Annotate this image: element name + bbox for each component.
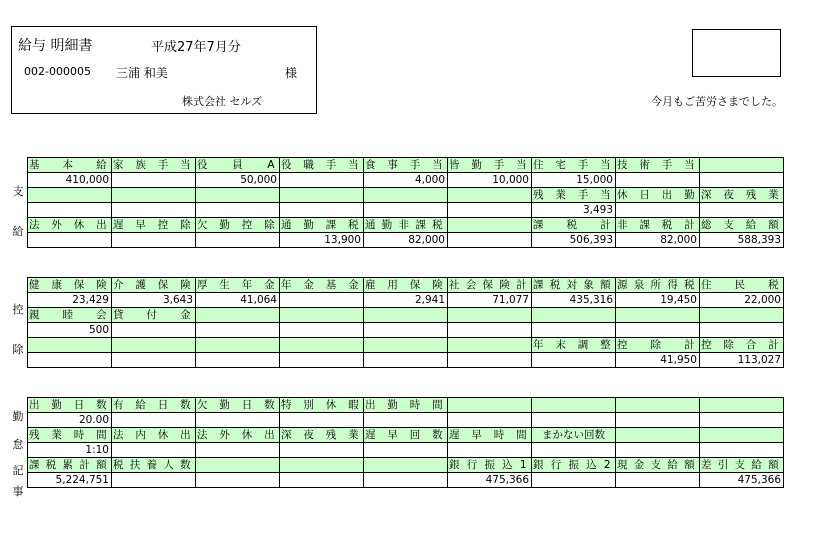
side-label: 支 [12,185,24,198]
item-value [448,413,532,428]
item-label: 年末調整 [533,339,614,351]
pay-period: 平成27年7月分 [151,40,241,55]
item-label [616,398,700,413]
payslip-header [11,26,317,114]
value-row [28,413,784,428]
value-row [28,353,784,368]
item-value [364,413,448,428]
item-value [700,413,784,428]
employee-id: 002-000005 [24,65,91,78]
item-value [280,353,364,368]
employee-name: 三浦 和美 [116,66,168,80]
item-label: 欠勤日数 [197,399,278,411]
item-value: 5,224,751 [28,473,112,488]
item-label [532,398,616,413]
item-value [112,443,196,458]
item-label: 欠勤控除 [197,219,278,231]
item-label [280,458,364,473]
document-title: 給与 明細書 [18,38,93,54]
item-value [280,443,364,458]
item-value: 3,493 [532,203,616,218]
item-label [616,428,700,443]
item-value: 4,000 [364,173,448,188]
item-label: 課税対象額 [533,279,614,291]
label-row [28,188,784,203]
item-label [700,398,784,413]
item-label: まかない回数 [532,428,616,443]
item-label [196,458,280,473]
item-value [448,233,532,248]
item-value [196,473,280,488]
item-value: 3,643 [112,293,196,308]
item-value [364,473,448,488]
item-value [532,473,616,488]
item-label: 課税累計額 [29,459,110,471]
honorific: 様 [285,66,298,80]
item-value [196,353,280,368]
item-label [364,188,448,203]
item-value [112,203,196,218]
item-label: 深夜残業 [701,189,782,201]
item-label: 年金基金 [281,279,362,291]
item-label: 役員A [197,159,278,171]
item-label: 介護保険 [113,279,194,291]
item-value [616,203,700,218]
item-value: 20.00 [28,413,112,428]
item-label: 非課税計 [617,219,698,231]
item-value: 50,000 [196,173,280,188]
item-value [112,413,196,428]
item-label [532,308,616,323]
item-label [364,338,448,353]
item-value: 1:10 [28,443,112,458]
item-label [112,188,196,203]
item-label [28,338,112,353]
item-value [28,353,112,368]
item-label: 現金支給額 [617,459,698,471]
item-value [616,173,700,188]
item-label [364,308,448,323]
item-label: 出勤時間 [365,399,446,411]
item-label: 銀行振込1 [449,459,530,471]
label-row [28,278,784,293]
item-value [448,443,532,458]
label-row [28,308,784,323]
side-label: 記 [12,464,24,477]
item-label [448,308,532,323]
item-value [280,473,364,488]
item-value [532,323,616,338]
stamp-box [692,29,781,77]
item-value [196,323,280,338]
item-value [700,203,784,218]
item-label [112,338,196,353]
item-label: 深夜残業 [281,429,362,441]
item-label: 休日出勤 [617,189,698,201]
item-value [364,443,448,458]
item-label [280,308,364,323]
item-value: 435,316 [532,293,616,308]
item-value [112,473,196,488]
item-label [196,188,280,203]
label-row [28,428,784,443]
value-row [28,233,784,248]
item-value [112,173,196,188]
side-label: 給 [12,225,24,238]
item-label [700,158,784,173]
item-value: 41,950 [616,353,700,368]
item-value [700,323,784,338]
item-value [112,233,196,248]
item-value: 22,000 [700,293,784,308]
item-label: 遅早時間 [449,429,530,441]
value-row [28,323,784,338]
label-row [28,338,784,353]
value-row [28,443,784,458]
payments-table [27,157,784,248]
item-label: 貸付金 [113,309,194,321]
item-label [280,338,364,353]
item-value: 506,393 [532,233,616,248]
item-value: 2,941 [364,293,448,308]
item-value: 410,000 [28,173,112,188]
item-label: 皆勤手当 [449,159,530,171]
item-label [196,338,280,353]
item-value [700,443,784,458]
item-label: 通勤非課税 [365,219,446,231]
item-label: 税扶養人数 [113,459,194,471]
item-value: 71,077 [448,293,532,308]
value-row [28,473,784,488]
label-row [28,398,784,413]
item-value [616,473,700,488]
item-value [448,353,532,368]
item-value [364,323,448,338]
item-value [28,203,112,218]
item-label: 健康保険 [29,279,110,291]
side-label: 除 [12,343,24,356]
item-value [364,353,448,368]
item-label: 控除計 [617,339,698,351]
item-value [280,413,364,428]
item-value: 82,000 [616,233,700,248]
item-label: 控除合計 [701,339,782,351]
item-value: 475,366 [448,473,532,488]
value-row [28,203,784,218]
item-label: 課税計 [533,219,614,231]
item-label: 住民税 [701,279,782,291]
item-label: 通勤課税 [281,219,362,231]
item-value: 113,027 [700,353,784,368]
item-value [448,323,532,338]
item-label: 基本給 [29,159,110,171]
item-label [280,188,364,203]
item-value [532,443,616,458]
label-row [28,218,784,233]
item-value [364,203,448,218]
item-value [700,173,784,188]
item-label [28,188,112,203]
side-label: 控 [12,303,24,316]
item-label: 技術手当 [617,159,698,171]
item-label: 出勤日数 [29,399,110,411]
item-label [448,398,532,413]
item-value [448,203,532,218]
company-name: 株式会社 セルズ [182,95,263,108]
item-label: 残業手当 [533,189,614,201]
item-label: 特別休暇 [281,399,362,411]
item-label: 法内休出 [113,429,194,441]
item-value [196,413,280,428]
side-label: 事 [12,485,24,498]
item-label: 社会保険計 [449,279,530,291]
item-label: 家族手当 [113,159,194,171]
item-value [532,413,616,428]
item-label [448,338,532,353]
item-label: 差引支給額 [701,459,782,471]
item-label [700,308,784,323]
item-value: 500 [28,323,112,338]
item-value: 588,393 [700,233,784,248]
item-label: 銀行振込2 [533,459,614,471]
item-label [448,188,532,203]
item-label [448,218,532,233]
item-value [280,293,364,308]
item-value [196,233,280,248]
deductions-table [27,277,784,368]
item-value [280,323,364,338]
item-label [196,308,280,323]
item-label: 雇用保険 [365,279,446,291]
item-label: 厚生年金 [197,279,278,291]
side-label: 勤 [12,410,24,423]
item-value [280,203,364,218]
item-value [532,353,616,368]
item-label: 総支給額 [701,219,782,231]
item-label: 有給日数 [113,399,194,411]
item-label: 食事手当 [365,159,446,171]
item-value [112,353,196,368]
item-value: 15,000 [532,173,616,188]
item-label: 遅早回数 [365,429,446,441]
item-value [28,233,112,248]
item-value: 23,429 [28,293,112,308]
item-label [364,458,448,473]
item-label: 源泉所得税 [617,279,698,291]
item-label: 住宅手当 [533,159,614,171]
thanks-message: 今月もご苦労さまでした。 [651,95,783,108]
item-label [700,428,784,443]
item-value [616,323,700,338]
value-row [28,293,784,308]
attendance-table [27,397,784,488]
item-value [112,323,196,338]
side-label: 怠 [12,438,24,451]
value-row [28,173,784,188]
item-value: 19,450 [616,293,700,308]
item-label: 役職手当 [281,159,362,171]
item-value: 13,900 [280,233,364,248]
item-value [616,413,700,428]
item-value [616,443,700,458]
item-label: 親睦会 [29,309,110,321]
item-value: 82,000 [364,233,448,248]
label-row [28,458,784,473]
item-label: 残業時間 [29,429,110,441]
item-value [196,443,280,458]
label-row [28,158,784,173]
item-label: 法外休出 [197,429,278,441]
item-value: 475,366 [700,473,784,488]
item-label [616,308,700,323]
item-label: 遅早控除 [113,219,194,231]
item-value [196,203,280,218]
item-label: 法外休出 [29,219,110,231]
item-value: 41,064 [196,293,280,308]
item-value: 10,000 [448,173,532,188]
item-value [280,173,364,188]
